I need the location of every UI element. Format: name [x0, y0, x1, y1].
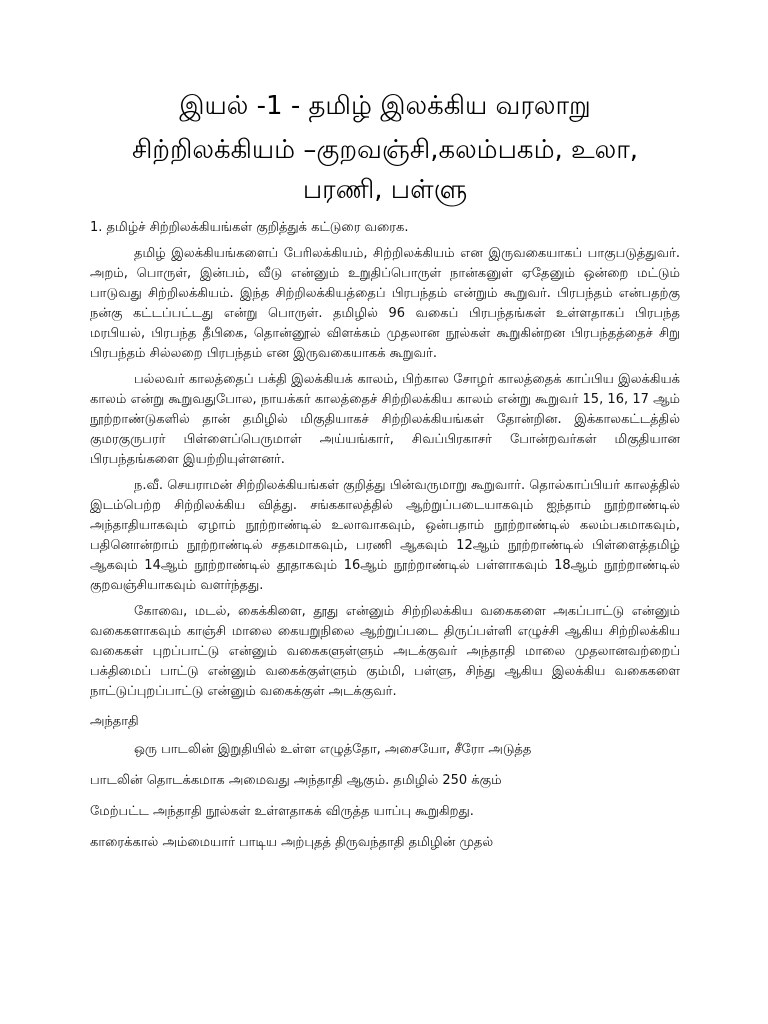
question-text: 1. தமிழ்ச் சிற்றிலக்கியங்கள் குறித்துக் கட்டுரை வரைக.: [90, 220, 409, 235]
paragraph-2: பல்லவர் காலத்தைப் பக்தி இலக்கியக் காலம், பிற்கால சோழர் காலத்தைக் காப்பிய இலக்கியக் காலம் என்று கூறுவதுபோல, நாயக்கர் காலத்தைச் சிற்றிலக்கிய காலம் என்று கூறுவர் 15, 16, 17 ஆம் நூற்றாண்டுகளில் தான் தமிழில் மிகுதியாகச் சிற்றிலக்கியங்கள் தோன்றின. இக்காலகட்டத்தில் குமரகுருபரர் பிள்ளைப்பெருமாள் அய்யங்கார், சிவப்பிரகாசர் போன்றவர்கள் மிகுதியான பிரபந்தங்களை இயற்றியுள்ளனர்.: [90, 372, 680, 467]
section-line-4: காரைக்கால் அம்மையார் பாடிய அற்புதத் திருவந்தாதி தமிழின் முதல்: [90, 835, 494, 850]
paragraph-3: ந.வீ. செயராமன் சிற்றிலக்கியங்கள் குறித்து பின்வருமாறு கூறுவார். தொல்காப்பியர் காலத்தில் இடம்பெற்ற சிற்றிலக்கிய வித்து. சங்ககாலத்தில் ஆற்றுப்படையாகவும் ஐந்தாம் நூற்றாண்டில் அந்தாதியாகவும் ஏழாம் நூற்றாண்டில் உலாவாகவும், ஒன்பதாம் நூற்றாண்டில் கலம்பகமாகவும், பதினொன்றாம் நூற்றாண்டில் சதகமாகவும், பரணி ஆகவும் 12ஆம் நூற்றாண்டில் பிள்ளைத்தமிழ் ஆகவும் 14ஆம் நூற்றாண்டில் தூதாகவும் 16ஆம் நூற்றாண்டில் பள்ளாகவும் 18ஆம் நூற்றாண்டில் குறவஞ்சியாகவும் வளர்ந்தது.: [90, 478, 680, 593]
section-heading: அந்தாதி: [90, 714, 139, 729]
title-line-1: இயல் -1 - தமிழ் இலக்கிய வரலாறு: [179, 91, 591, 121]
title-line-2: சிற்றிலக்கியம் –குறவஞ்சி,கலம்பகம், உலா,: [131, 135, 639, 165]
section-line-2: பாடலின் தொடக்கமாக அமைவது அந்தாதி ஆகும். தமிழில் 250 க்கும்: [90, 773, 502, 788]
section-line-3: மேற்பட்ட அந்தாதி நூல்கள் உள்ளதாகக் விருத்த யாப்பு கூறுகிறது.: [90, 804, 474, 819]
title-line-3: பரணி, பள்ளு: [302, 175, 468, 205]
paragraph-1: தமிழ் இலக்கியங்களைப் பேரிலக்கியம், சிற்றிலக்கியம் என இருவகையாகப் பாகுபடுத்துவர். அறம், பொருள், இன்பம், வீடு என்னும் உறுதிப்பொருள் நான்கனுள் ஏதேனும் ஒன்றை மட்டும் பாடுவது சிற்றிலக்கியம். இந்த சிற்றிலக்கியத்தைப் பிரபந்தம் என்றும் கூறுவர். பிரபந்தம் என்பதற்கு நன்கு கட்டப்பட்டது என்று பொருள். தமிழில் 96 வகைப் பிரபந்தங்கள் உள்ளதாகப் பிரபந்த மரபியல், பிரபந்த தீபிகை, தொன்னூல் விளக்கம் முதலான நூல்கள் கூறுகின்றன பிரபந்தத்தைச் சிறு பிரபந்தம் சில்லறை பிரபந்தம் என இருவகையாகக் கூறுவர்.: [90, 246, 680, 361]
document-title: [90, 86, 680, 210]
section-line-1: ஒரு பாடலின் இறுதியில் உள்ள எழுத்தோ, அசையோ, சீரோ அடுத்த: [134, 742, 532, 757]
section-paragraph: [90, 734, 680, 858]
paragraph-4: கோவை, மடல், கைக்கிளை, தூது என்னும் சிற்றிலக்கிய வகைகளை அகப்பாட்டு என்னும் வகைகளாகவும் காஞ்சி மாலை கையறுநிலை ஆற்றுப்படை திருப்பள்ளி எழுச்சி ஆகிய சிற்றிலக்கிய வகைகள் புறப்பாட்டு என்னும் வகைகளுள்ளும் அடக்குவர் அந்தாதி மாலை முதலானவற்றைப் பக்திமைப் பாட்டு என்னும் வகைக்குள்ளும் கும்மி, பள்ளு, சிந்து ஆகிய இலக்கிய வகைகளை நாட்டுப்புறப்பாட்டு என்னும் வகைக்குள் அடக்குவர்.: [90, 604, 680, 699]
document-page: [90, 86, 680, 858]
